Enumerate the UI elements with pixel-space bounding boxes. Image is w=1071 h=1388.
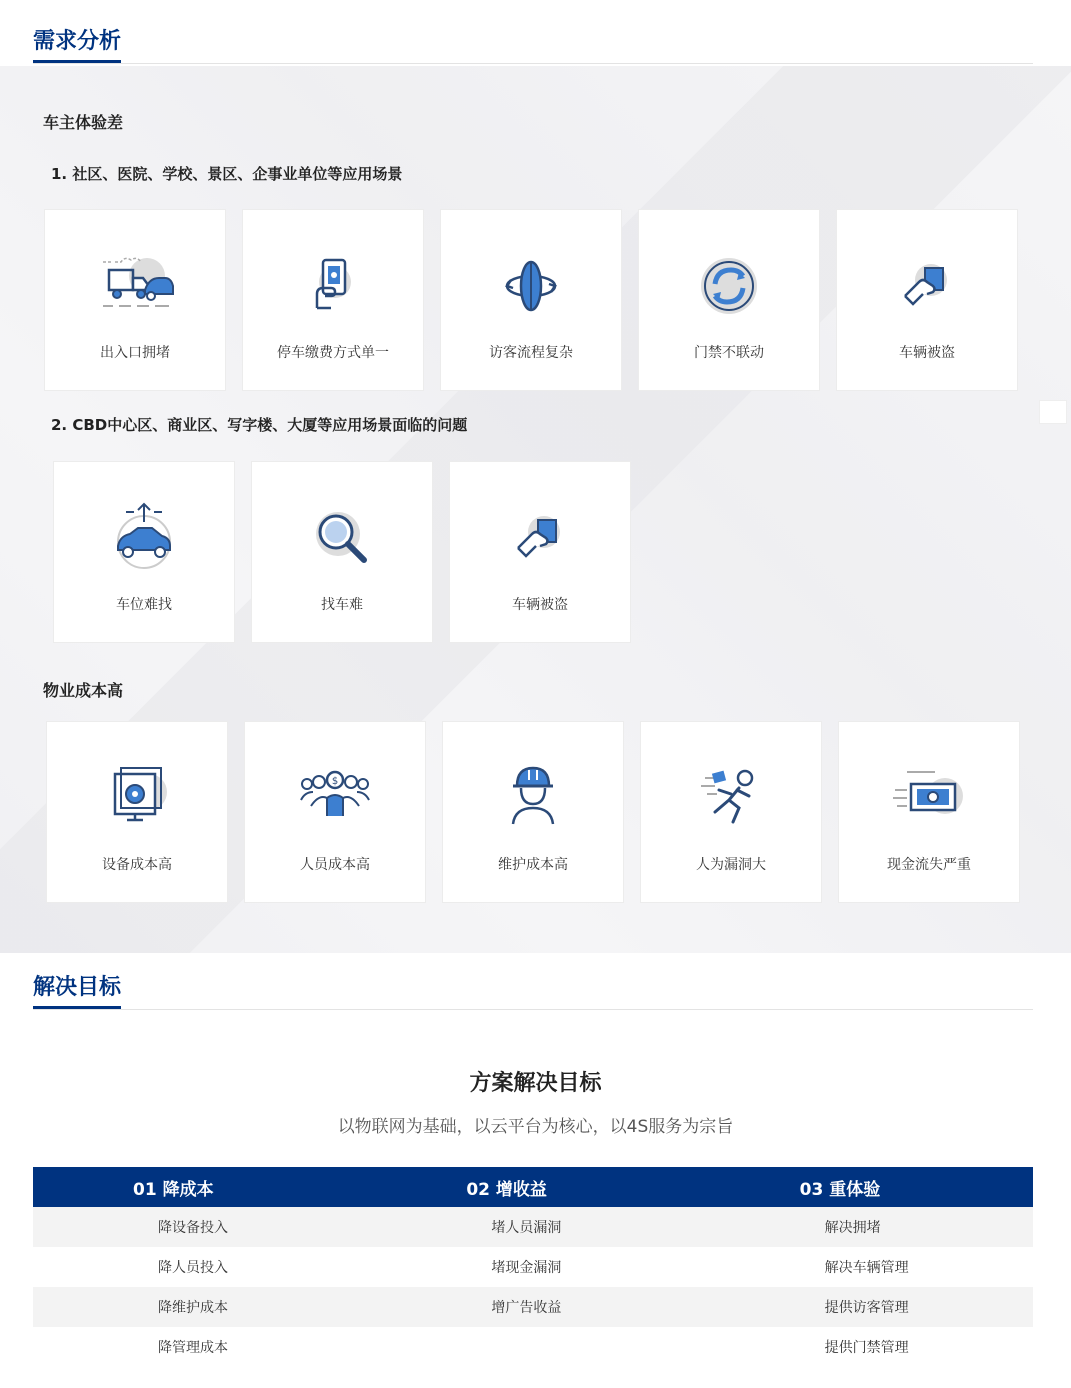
people-money-icon	[295, 758, 375, 838]
column-header: 03 重体验	[700, 1167, 1033, 1207]
card-vehicle-theft	[836, 209, 1018, 391]
goals-heading: 方案解决目标	[469, 1071, 602, 1096]
svg-text:$: $	[331, 776, 339, 787]
column-header: 01 降成本	[33, 1167, 366, 1207]
gear-monitor-icon	[97, 758, 177, 838]
card-label: 访客流程复杂	[489, 345, 573, 361]
refresh-cycle-icon	[689, 246, 769, 326]
card-label: 车辆被盗	[512, 597, 568, 613]
table-cell: 降维护成本	[33, 1287, 366, 1327]
scene2-heading: 2. CBD中心区、商业区、写字楼、大厦等应用场景面临的问题	[51, 416, 468, 434]
goals-table-header	[33, 1167, 1033, 1207]
card-label: 车位难找	[116, 597, 172, 613]
running-man-icon	[691, 758, 771, 838]
card-single-payment	[242, 209, 424, 391]
table-cell: 降人员投入	[33, 1247, 366, 1287]
card-hard-to-find-car	[251, 461, 433, 643]
card-label: 设备成本高	[102, 857, 172, 873]
table-row	[33, 1247, 1033, 1287]
rotate-globe-icon	[491, 246, 571, 326]
card-vehicle-theft-2	[449, 461, 631, 643]
card-equipment-cost	[46, 721, 228, 903]
goals-subtitle: 以物联网为基础，以云平台为核心，以4S服务为宗旨	[337, 1117, 734, 1137]
hand-steal-icon	[500, 498, 580, 578]
table-cell: 提供访客管理	[700, 1287, 1033, 1327]
needs-section-title: 需求分析	[33, 28, 121, 63]
table-row	[33, 1207, 1033, 1247]
card-cash-loss	[838, 721, 1020, 903]
table-cell: 增广告收益	[366, 1287, 699, 1327]
card-label: 现金流失严重	[887, 857, 971, 873]
table-cell	[366, 1327, 699, 1367]
worker-helmet-icon	[493, 758, 573, 838]
magnifier-icon	[302, 498, 382, 578]
scene1-heading: 1. 社区、医院、学校、景区、企事业单位等应用场景	[51, 165, 403, 183]
goals-section-title: 解决目标	[33, 974, 121, 1009]
card-label: 停车缴费方式单一	[277, 345, 389, 361]
card-label: 人为漏洞大	[696, 857, 766, 873]
table-cell: 堵人员漏洞	[366, 1207, 699, 1247]
table-cell: 降管理成本	[33, 1327, 366, 1367]
card-label: 车辆被盗	[899, 345, 955, 361]
side-tab[interactable]	[1039, 400, 1067, 424]
table-row	[33, 1287, 1033, 1327]
table-cell: 堵现金漏洞	[366, 1247, 699, 1287]
scene1-card-row	[44, 209, 1034, 391]
table-cell: 提供门禁管理	[700, 1327, 1033, 1367]
property-heading: 物业成本高	[43, 681, 124, 700]
needs-section-header	[33, 28, 1033, 64]
card-access-unlinked	[638, 209, 820, 391]
table-cell: 降设备投入	[33, 1207, 366, 1247]
column-header: 02 增收益	[366, 1167, 699, 1207]
car-arrows-icon	[104, 498, 184, 578]
table-row	[33, 1327, 1033, 1367]
card-label: 人员成本高	[300, 857, 370, 873]
card-label: 找车难	[321, 597, 363, 613]
table-cell: 解决车辆管理	[700, 1247, 1033, 1287]
cash-flying-icon	[889, 758, 969, 838]
hand-steal-icon	[887, 246, 967, 326]
card-label: 维护成本高	[498, 857, 568, 873]
card-human-loophole	[640, 721, 822, 903]
goals-section-header	[33, 974, 1033, 1010]
table-cell: 解决拥堵	[700, 1207, 1033, 1247]
card-visitor-process	[440, 209, 622, 391]
goals-table	[33, 1167, 1033, 1367]
scene2-card-row	[53, 461, 647, 643]
property-card-row	[46, 721, 1036, 903]
traffic-jam-icon	[95, 246, 175, 326]
card-label: 出入口拥堵	[100, 345, 170, 361]
card-maintenance-cost	[442, 721, 624, 903]
owner-heading: 车主体验差	[43, 113, 124, 132]
card-traffic-jam	[44, 209, 226, 391]
hand-pay-phone-icon	[293, 246, 373, 326]
card-staff-cost	[244, 721, 426, 903]
card-hard-to-park	[53, 461, 235, 643]
card-label: 门禁不联动	[694, 345, 764, 361]
